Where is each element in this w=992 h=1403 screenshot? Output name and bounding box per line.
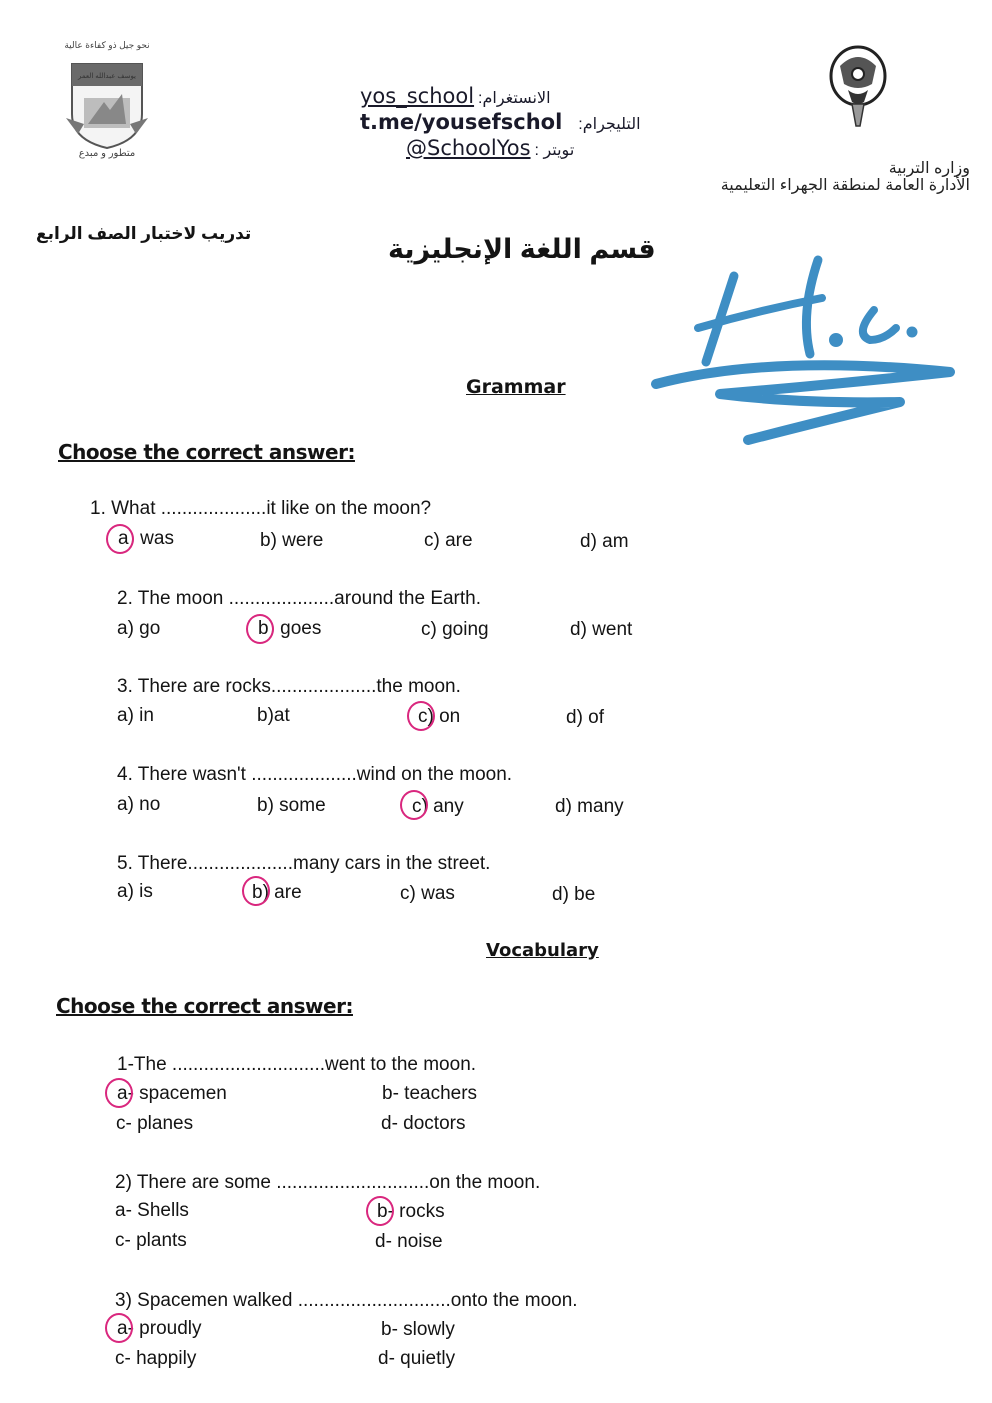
grammar-q4-option-c[interactable]: c) any [412, 796, 464, 817]
grammar-q5-option-d[interactable]: d) be [552, 884, 596, 905]
grammar-q5-option-c[interactable]: c) was [400, 883, 455, 904]
vocab-q2-option-b[interactable]: b- rocks [377, 1201, 445, 1222]
district-name: الأدارة العامة لمنطقة الجهراء التعليمية [720, 177, 970, 194]
ministry-header [721, 160, 970, 194]
school-slogan: متطور و مبدع [78, 148, 136, 159]
grammar-instruction: Choose the correct answer: [58, 440, 355, 464]
vocab-q2-option-c[interactable]: c- plants [115, 1230, 187, 1251]
grammar-q1-option-b[interactable]: b) were [260, 530, 324, 551]
vocab-q1-option-b[interactable]: b- teachers [382, 1083, 478, 1104]
grammar-q3-option-a[interactable]: a) in [117, 705, 154, 726]
vocab-q1-option-d[interactable]: d- doctors [381, 1113, 466, 1134]
instagram-row [360, 84, 660, 110]
grammar-question-3: 3. There are rocks....................the moon. [117, 676, 461, 697]
grammar-q5-option-b[interactable]: b) are [252, 882, 302, 903]
twitter-handle[interactable]: @SchoolYos [406, 136, 531, 160]
telegram-label: :التليجرام [578, 116, 641, 133]
grammar-question-1: 1. What ....................it like on the moon? [90, 498, 432, 519]
school-name: يوسف عبدالله العمر [77, 73, 137, 80]
answer-circle-mark [400, 790, 428, 820]
social-links [360, 84, 660, 162]
answer-circle-mark [105, 1078, 133, 1108]
grammar-q4-option-b[interactable]: b) some [257, 795, 326, 816]
answer-circle-mark [242, 876, 270, 906]
grammar-q5-option-a[interactable]: a) is [117, 881, 153, 902]
grammar-q1-option-a[interactable]: a) was [118, 528, 174, 549]
grammar-title: Grammar [466, 376, 566, 398]
vocabulary-title: Vocabulary [486, 940, 599, 961]
school-logo [52, 40, 162, 168]
answer-circle-mark [366, 1196, 394, 1226]
grammar-q4-option-d[interactable]: d) many [555, 796, 624, 817]
teacher-signature [640, 254, 970, 454]
shield-icon [64, 54, 150, 152]
answer-circle-mark [106, 524, 134, 554]
vocab-q3-option-d[interactable]: d- quietly [378, 1348, 456, 1369]
vocab-q2-option-a[interactable]: a- Shells [115, 1200, 189, 1221]
grammar-q1-option-c[interactable]: c) are [424, 530, 473, 551]
answer-circle-mark [246, 614, 274, 644]
vocab-q3-option-c[interactable]: c- happily [115, 1348, 197, 1369]
ministry-name: وزاره التربية [888, 160, 970, 177]
vocab-q1-option-a[interactable]: a- spacemen [117, 1083, 227, 1104]
grammar-q1-option-d[interactable]: d) am [580, 531, 629, 552]
vocab-q1-option-c[interactable]: c- planes [116, 1113, 194, 1134]
vocab-question-1: 1-The .............................went to the moon. [117, 1054, 477, 1075]
grammar-q3-option-c[interactable]: c) on [418, 706, 461, 727]
vocab-q2-option-d[interactable]: d- noise [375, 1231, 443, 1252]
ministry-emblem-icon [826, 44, 890, 130]
grammar-q2-option-b[interactable]: b) goes [258, 618, 322, 639]
instagram-handle[interactable]: yos_school [360, 84, 475, 108]
telegram-handle[interactable]: t.me/yousefschol [360, 110, 563, 134]
vocab-q3-option-a[interactable]: a- proudly [117, 1318, 202, 1339]
grammar-q2-option-d[interactable]: d) went [570, 619, 633, 640]
grammar-q2-option-c[interactable]: c) going [421, 619, 489, 640]
school-motto: نحو جيل ذو كفاءة عالية [64, 40, 150, 50]
practice-label: تدريب لاختبار الصف الرابع [36, 224, 252, 243]
grammar-q4-option-a[interactable]: a) no [117, 794, 161, 815]
grammar-q3-option-d[interactable]: d) of [566, 707, 605, 728]
grammar-question-2: 2. The moon ....................around the Earth. [117, 588, 482, 609]
department-title: قسم اللغة الإنجليزية [388, 234, 656, 264]
vocabulary-instruction: Choose the correct answer: [56, 994, 353, 1018]
vocab-question-3: 3) Spacemen walked .............................onto the moon. [115, 1290, 578, 1311]
grammar-question-4: 4. There wasn't ....................wind on the moon. [117, 764, 513, 785]
vocab-q3-option-b[interactable]: b- slowly [381, 1319, 455, 1340]
grammar-q2-option-a[interactable]: a) go [117, 618, 161, 639]
twitter-label: : تويتر [534, 142, 575, 159]
grammar-q3-option-b[interactable]: b)at [257, 705, 290, 726]
vocab-question-2: 2) There are some .............................on the moon. [115, 1172, 541, 1193]
telegram-row [360, 110, 660, 136]
twitter-row [360, 136, 660, 162]
grammar-question-5: 5. There....................many cars in the street. [117, 853, 491, 874]
answer-circle-mark [407, 701, 435, 731]
instagram-label: :الانستغرام [478, 90, 551, 107]
answer-circle-mark [105, 1313, 133, 1343]
